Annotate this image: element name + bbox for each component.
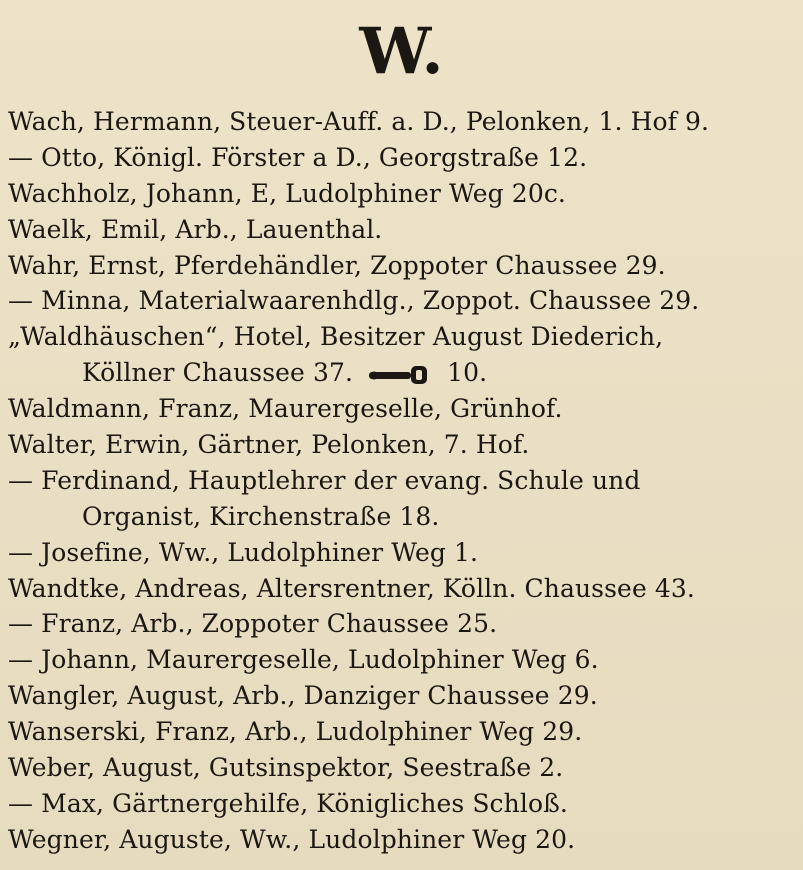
entry-line: Waldmann, Franz, Maurergeselle, Grünhof. bbox=[8, 394, 563, 424]
entry-line: — Minna, Materialwaarenhdlg., Zoppot. Chaussee 29. bbox=[8, 286, 700, 316]
entry-line: Wegner, Auguste, Ww., Ludolphiner Weg 20. bbox=[8, 824, 576, 854]
entry-line: — Ferdinand, Hauptlehrer der evang. Schule und bbox=[8, 465, 641, 495]
entry-line: Wahr, Ernst, Pferdehändler, Zoppoter Chaussee 29. bbox=[8, 250, 666, 280]
entry-line: — Josefine, Ww., Ludolphiner Weg 1. bbox=[8, 537, 479, 567]
entry-line: — Franz, Arb., Zoppoter Chaussee 25. bbox=[8, 609, 498, 639]
entry-line: — Johann, Maurergeselle, Ludolphiner Weg 6. bbox=[8, 645, 599, 675]
entry-line: Wandtke, Andreas, Altersrentner, Kölln. Chaussee 43. bbox=[8, 573, 695, 603]
entry-line: Waelk, Emil, Arb., Lauenthal. bbox=[8, 214, 383, 244]
section-letter-heading: W. bbox=[359, 14, 444, 89]
entry-line: Wangler, August, Arb., Danziger Chaussee 29. bbox=[8, 681, 598, 711]
entry-line: Walter, Erwin, Gärtner, Pelonken, 7. Hof. bbox=[8, 430, 530, 460]
entry-line-text: Köllner Chaussee 37. bbox=[82, 358, 354, 388]
entry-line: „Waldhäuschen“, Hotel, Besitzer August Diederich, bbox=[8, 322, 664, 352]
entry-list bbox=[8, 104, 800, 858]
entry-line: Weber, August, Gutsinspektor, Seestraße 2. bbox=[8, 753, 564, 783]
entry-line: — Otto, Königl. Förster a D., Georgstraße 12. bbox=[8, 142, 588, 172]
entry-continuation-line: Organist, Kirchenstraße 18. bbox=[82, 501, 440, 531]
entry-continuation-line bbox=[8, 355, 800, 391]
entry-line: Wanserski, Franz, Arb., Ludolphiner Weg 29. bbox=[8, 717, 583, 747]
entry-line: Wach, Hermann, Steuer-Auff. a. D., Pelonken, 1. Hof 9. bbox=[8, 107, 710, 136]
telephone-icon bbox=[367, 364, 431, 386]
entry-line: Wachholz, Johann, E, Ludolphiner Weg 20c. bbox=[8, 178, 566, 208]
phone-number: 10. bbox=[447, 358, 488, 388]
entry-line: — Max, Gärtnergehilfe, Königliches Schloß. bbox=[8, 788, 568, 818]
